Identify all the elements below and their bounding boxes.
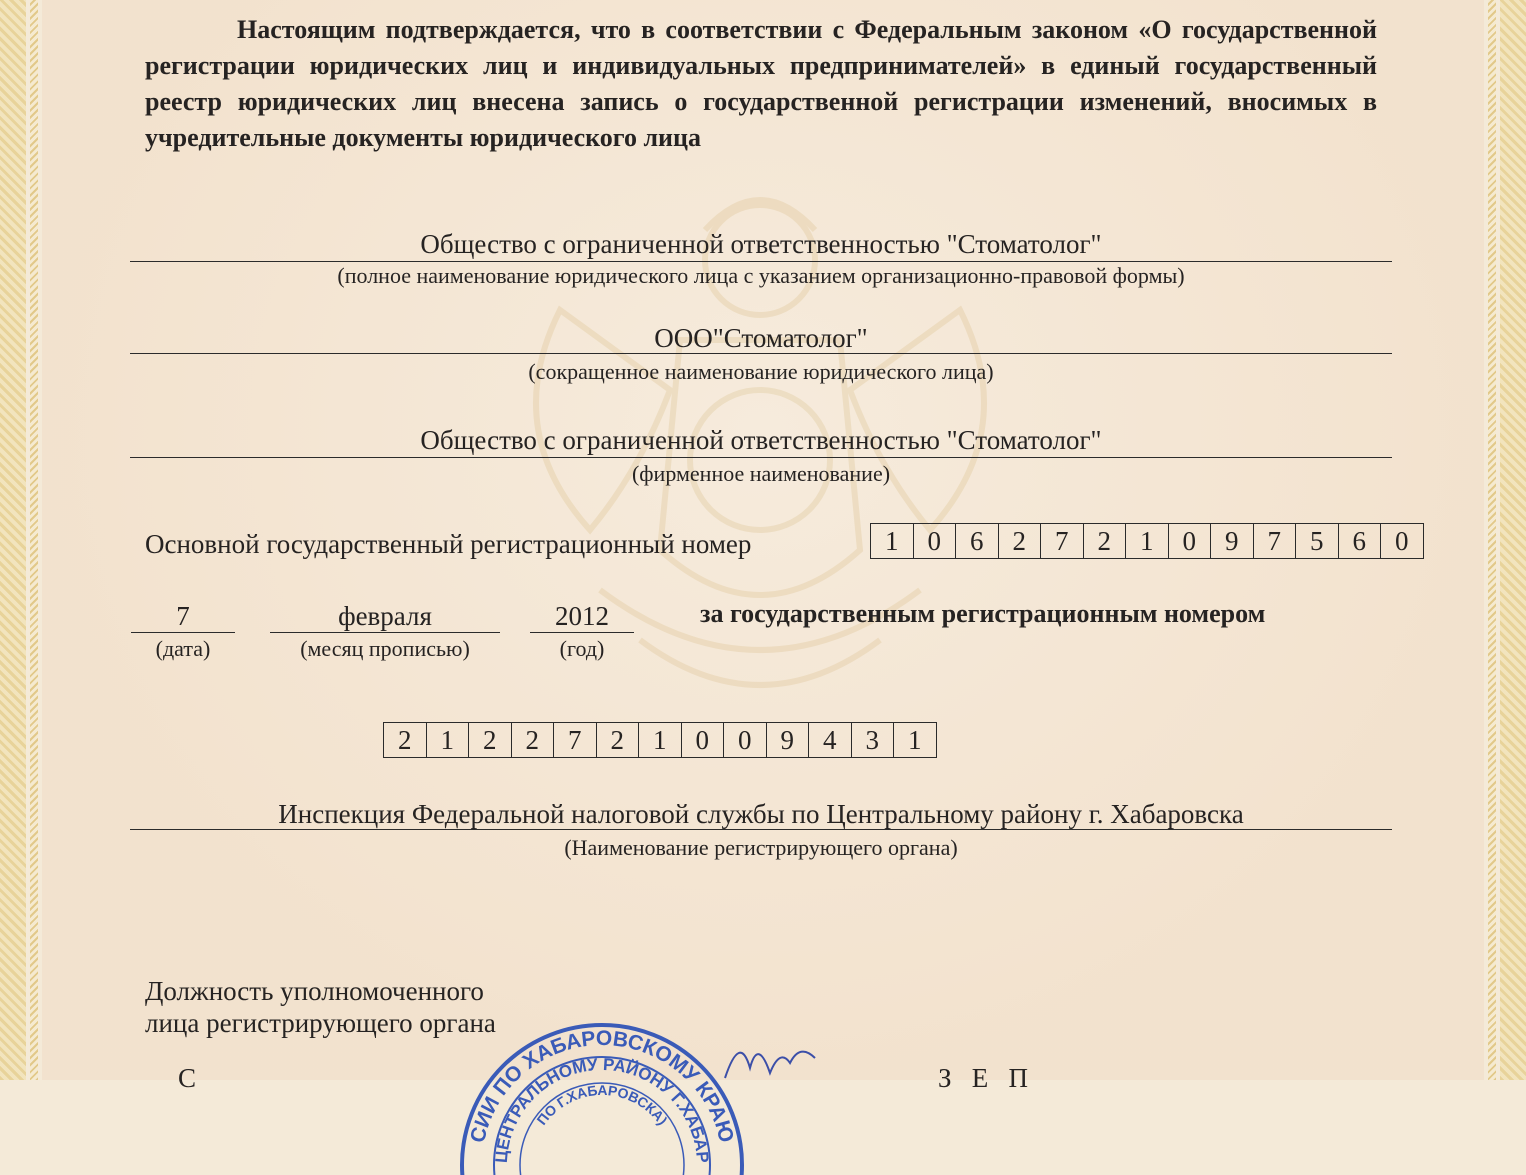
ogrn-digit: 0 [1395,526,1409,556]
date-month-field [270,600,500,665]
date-year-value: 2012 [555,601,609,631]
ogrn-digit: 6 [1339,524,1382,558]
grn-digit: 2 [597,723,640,757]
short-name-underline [130,353,1392,354]
grn-digit: 1 [427,723,470,757]
ogrn-digit: 9 [1211,524,1254,558]
ogrn-label: Основной государственный регистрационный номер [145,529,752,559]
intro-paragraph: Настоящим подтверждается, что в соответствии с Федеральным законом «О государственной регистрации юридических лиц и индивидуальных предпринимателей» в единый государственный реестр юридических лиц внесена запись о государственной регистрации изменений, вносимых в учредительные документы юридического лица [145,15,1377,152]
grn-digit: 0 [682,723,725,757]
official-stamp [452,975,752,1175]
full-name-underline [130,261,1392,262]
date-month-value: февраля [338,601,432,631]
ogrn-digit: 2 [1084,524,1127,558]
authority-underline [130,829,1392,830]
date-day-field [131,600,235,665]
authority-value: Инспекция Федеральной налоговой службы по Центральному району г. Хабаровска [278,799,1244,829]
ogrn-digit-boxes [870,523,1424,559]
grn-digit: 2 [512,723,555,757]
grn-digit-boxes [383,722,937,758]
date-month-caption: (месяц прописью) [300,636,470,661]
stamp-middle-text: ЦЕНТРАЛЬНОМУ РАЙОНУ Г.ХАБАР [491,1054,713,1164]
firm-name-underline [130,457,1392,458]
date-year-field [530,600,634,665]
decorative-border-inner-right [1488,0,1496,1080]
full-name-value: Общество с ограниченной ответственностью "Стоматолог" [420,229,1102,259]
decorative-border-right [1500,0,1526,1080]
signature-mark [720,1028,820,1088]
grn-digit: 1 [639,723,682,757]
grn-digit: 2 [384,723,427,757]
ogrn-digit: 2 [999,524,1042,558]
signatory-position-line2: лица регистрирующего органа [145,1008,496,1038]
grn-digit: 7 [554,723,597,757]
signatory-position [145,975,496,1039]
ogrn-digit: 6 [956,524,999,558]
stamp-outer-text: СИИ ПО ХАБАРОВСКОМУ КРАЮ [466,1026,738,1145]
grn-digit: 1 [908,725,922,755]
decorative-border-left [0,0,26,1080]
signatory-position-line1: Должность уполномоченного [145,976,484,1006]
grn-digit: 2 [469,723,512,757]
grn-digit: 3 [852,723,895,757]
authority-caption: (Наименование регистрирующего органа) [564,835,958,860]
stamp-inner-text: ПО Г.ХАБАРОВСКА) [533,1081,671,1128]
ogrn-digit: 0 [914,524,957,558]
ogrn-digit: 1 [871,524,914,558]
ogrn-digit: 7 [1254,524,1297,558]
short-name-caption: (сокращенное наименование юридического лица) [528,359,994,384]
firm-name-caption: (фирменное наименование) [631,461,891,486]
date-day-value: 7 [176,601,190,631]
firm-name-value: Общество с ограниченной ответственностью "Стоматолог" [420,425,1102,455]
date-day-caption: (дата) [155,636,211,661]
signatory-name-partial-right: З Е П [938,1063,1029,1093]
short-name-value: ООО"Стоматолог" [654,323,868,353]
decorative-border-inner-left [30,0,38,1080]
grn-digit: 0 [724,723,767,757]
grn-digit: 9 [767,723,810,757]
ogrn-digit: 5 [1296,524,1339,558]
ogrn-digit: 7 [1041,524,1084,558]
ogrn-digit: 1 [1126,524,1169,558]
grn-digit: 4 [809,723,852,757]
signatory-name-partial-left: С [178,1063,197,1093]
ogrn-digit: 0 [1169,524,1212,558]
full-name-caption: (полное наименование юридического лица с указанием организационно-правовой формы) [337,263,1185,288]
date-year-caption: (год) [559,636,605,661]
registration-number-label: за государственным регистрационным номером [700,599,1266,628]
